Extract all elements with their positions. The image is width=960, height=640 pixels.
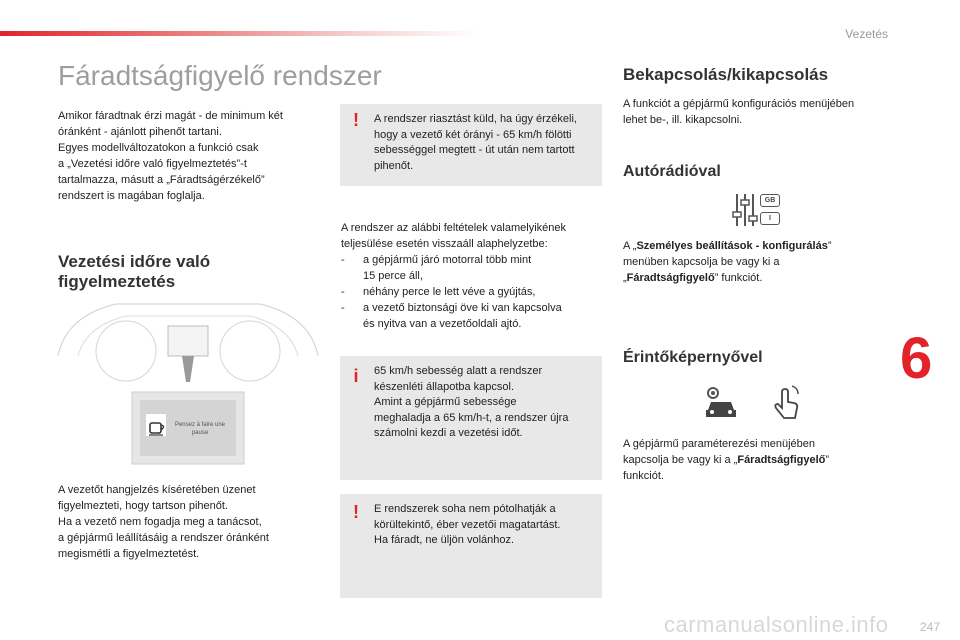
coffee-cup-icon bbox=[148, 420, 168, 436]
radio-heading: Autórádióval bbox=[623, 163, 721, 180]
info-icon: i bbox=[353, 366, 359, 386]
touchscreen-text: A gépjármű paraméterezési menüjében kapcsolja be vagy ki a „Fáradtságfigyelő” funkciót. bbox=[623, 438, 830, 482]
warning-box-rest: ! A rendszer riasztást küld, ha úgy érzékeli, hogy a vezető két órányi - 65 km/h fölötti sebességgel megtett - út után nem tartott pihenőt. bbox=[340, 104, 602, 186]
info-box-speed: i 65 km/h sebesség alatt a rendszer készenléti állapotba kapcsol. Amint a gépjármű sebessége meghaladja a 65 km/h-t, a rendszer újra számolni kezdi a vezetési időt. bbox=[340, 356, 602, 480]
activation-heading: Bekapcsolás/kikapcsolás bbox=[623, 65, 829, 84]
reset-item: - a gépjármű járó motorral több mint bbox=[341, 254, 532, 266]
chapter-number: 6 bbox=[900, 326, 933, 391]
intro-paragraph: Amikor fáradtnak érzi magát - de minimum két óránként - ajánlott pihenőt tartani. Egyes modellváltozatokon a funkció csak a „Vezetési időre való figyelmeztetés”-t tartalmazza, másutt a „Fáradtságérzékelő” rendszert is magában foglalja. bbox=[58, 110, 283, 202]
settings-sliders-icon bbox=[732, 192, 782, 228]
driving-time-text: A vezetőt hangjelzés kíséretében üzenet figyelmezteti, hogy tartson pihenőt. Ha a vezető nem fogadja meg a tanácsot, a gépjármű leállításáig a rendszer óránként megismétli a figyelmeztetést. bbox=[58, 484, 269, 560]
header-accent-bar bbox=[0, 31, 480, 36]
touchscreen-heading: Érintőképernyővel bbox=[623, 349, 763, 366]
page-title: Fáradtságfigyelő rendszer bbox=[58, 60, 382, 91]
display-message: Pensez à faire une pause bbox=[174, 422, 226, 436]
warning-icon: ! bbox=[353, 502, 359, 522]
info-label: I bbox=[760, 212, 780, 225]
radio-text: A „Személyes beállítások - konfigurálás” menüben kapcsolja be vagy ki a „Fáradtságfigyelő” funkciót. bbox=[623, 240, 832, 284]
reset-item: - a vezető biztonsági öve ki van kapcsolva bbox=[341, 302, 562, 314]
reset-conditions: A rendszer az alábbi feltételek valamelyikének teljesülése esetén visszaáll alaphelyzetbe: - a gépjármű járó motorral több mint 15 perce áll, - néhány perce le lett véve a gyújtás, - a vezető biztonsági öve ki van kapcsolva és nyitva van a vezetőoldali ajtó. bbox=[341, 220, 603, 332]
gb-label: GB bbox=[760, 194, 780, 207]
warning-icon: ! bbox=[353, 110, 359, 130]
section-label: Vezetés bbox=[845, 27, 888, 41]
touch-hand-icon bbox=[772, 384, 800, 420]
warning-box-attention: ! E rendszerek soha nem pótolhatják a körültekintő, éber vezetői magatartást. Ha fáradt, ne üljön volánhoz. bbox=[340, 494, 602, 598]
watermark: carmanualsonline.info bbox=[664, 612, 889, 637]
page-number: 247 bbox=[919, 620, 940, 634]
reset-item: - néhány perce le lett véve a gyújtás, bbox=[341, 286, 536, 298]
dashboard-illustration bbox=[56, 296, 320, 468]
car-settings-icon bbox=[702, 384, 740, 420]
driving-time-heading: Vezetési időre való figyelmeztetés bbox=[58, 252, 211, 291]
activation-text: A funkciót a gépjármű konfigurációs menüjében lehet be-, ill. kikapcsolni. bbox=[623, 98, 855, 126]
